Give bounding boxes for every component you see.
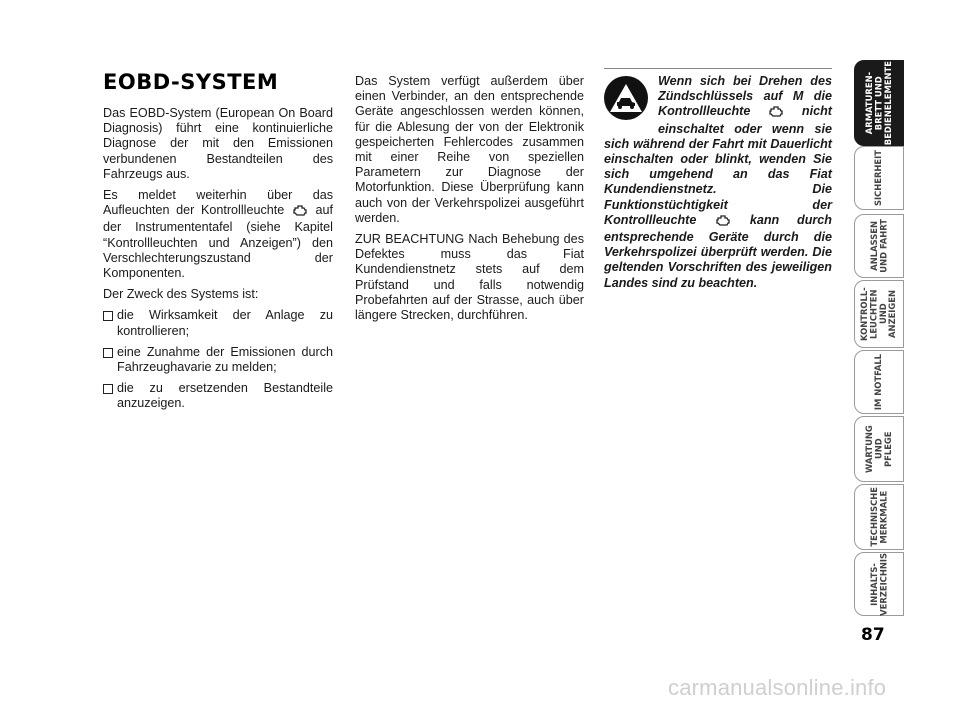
warning-box	[604, 74, 832, 291]
tab-sicherheit[interactable]: SICHERHEIT	[854, 146, 904, 210]
tab-technische-merkmale[interactable]: TECHNISCHE MERKMALE	[854, 484, 904, 550]
paragraph-indicator	[103, 188, 333, 281]
paragraph-indicator-end: auf der Instrumententafel (siehe Kapitel “Kontrollleuchten und Anzeigen”) den Verschlechterungszustand der Komponenten.	[103, 203, 334, 281]
paragraph-note: ZUR BEACHTUNG Nach Behebung des Defektes muss das Fiat Kundendienstnetz stets auf dem Prüfstand und falls notwendig Probefahrten auf der Strasse, auch über längere Strecken, durchführen.	[355, 232, 584, 323]
engine-check-icon	[716, 215, 730, 230]
warning-text-1: Wenn sich bei Drehen des Zündschlüssels auf M die Kontrollleuchte	[658, 74, 832, 119]
tab-im-notfall[interactable]: IM NOTFALL	[854, 350, 904, 414]
watermark: carmanualsonline.info	[668, 675, 887, 700]
tab-wartung[interactable]: WARTUNG UND PFLEGE	[854, 416, 904, 482]
page-number: 87	[861, 625, 885, 645]
warning-car-icon	[604, 76, 648, 120]
engine-check-icon	[293, 205, 307, 220]
column-1	[103, 70, 333, 418]
checkbox-bullet-icon	[103, 348, 113, 358]
paragraph-connector: Das System verfügt außerdem über einen Verbinder, an den entsprechende Geräte angeschlossen werden können, für die Ablesung der von der Elektronik gespeicherten Fehlercodes zusammen mit einer Reihe von speziellen Parametern zur Diagnose der Motorfunktion. Diese Überprüfung kann auch von der Verkehrspolizei ausgeführt werden.	[355, 74, 584, 225]
warning-divider	[604, 68, 832, 69]
tab-armaturenbrett[interactable]: ARMATUREN- BRETT UND BEDIENELEMENTE	[854, 60, 904, 146]
checkbox-bullet-icon	[103, 384, 113, 394]
tab-anlassen[interactable]: ANLASSEN UND FAHRT	[854, 214, 904, 278]
checkbox-bullet-icon	[103, 311, 113, 321]
warning-text-2: nicht einschaltet oder wenn sie sich während der Fahrt mit Dauerlicht einschalten oder blinkt, wenden Sie sich umgehend an das Fiat Kundendienstnetz. Die Funktionstüchtigkeit der Kontrollleuchte	[604, 104, 833, 227]
warning-text-3: kann durch entsprechende Geräte durch die Verkehrspolizei überprüft werden. Die geltenden Vorschriften des jeweiligen Landes sind zu beachten.	[604, 212, 832, 290]
column-3	[604, 74, 832, 291]
paragraph-purpose: Der Zweck des Systems ist:	[103, 287, 259, 302]
list-item: eine Zunahme der Emissionen durch Fahrzeughavarie zu melden;	[103, 345, 333, 375]
list-item: die Wirksamkeit der Anlage zu kontrollieren;	[103, 308, 333, 338]
column-2	[355, 74, 584, 329]
section-title: EOBD-SYSTEM	[103, 70, 279, 94]
list-item: die zu ersetzenden Bestandteile anzuzeigen.	[103, 381, 333, 411]
engine-check-icon	[769, 106, 783, 121]
tab-inhaltsverzeichnis[interactable]: INHALTS- VERZEICHNIS	[854, 552, 904, 616]
tab-kontrollleuchten[interactable]: KONTROLL- LEUCHTEN UND ANZEIGEN	[854, 280, 904, 348]
paragraph-intro: Das EOBD-System (European On Board Diagnosis) führt eine kontinuierliche Diagnose der mit den Emissionen verbundenen Bestandteilen des Fahrzeugs aus.	[103, 106, 333, 181]
purpose-list	[103, 308, 333, 411]
paragraph-indicator-start: Es meldet weiterhin über das Aufleuchten der Kontrollleuchte	[103, 188, 333, 218]
